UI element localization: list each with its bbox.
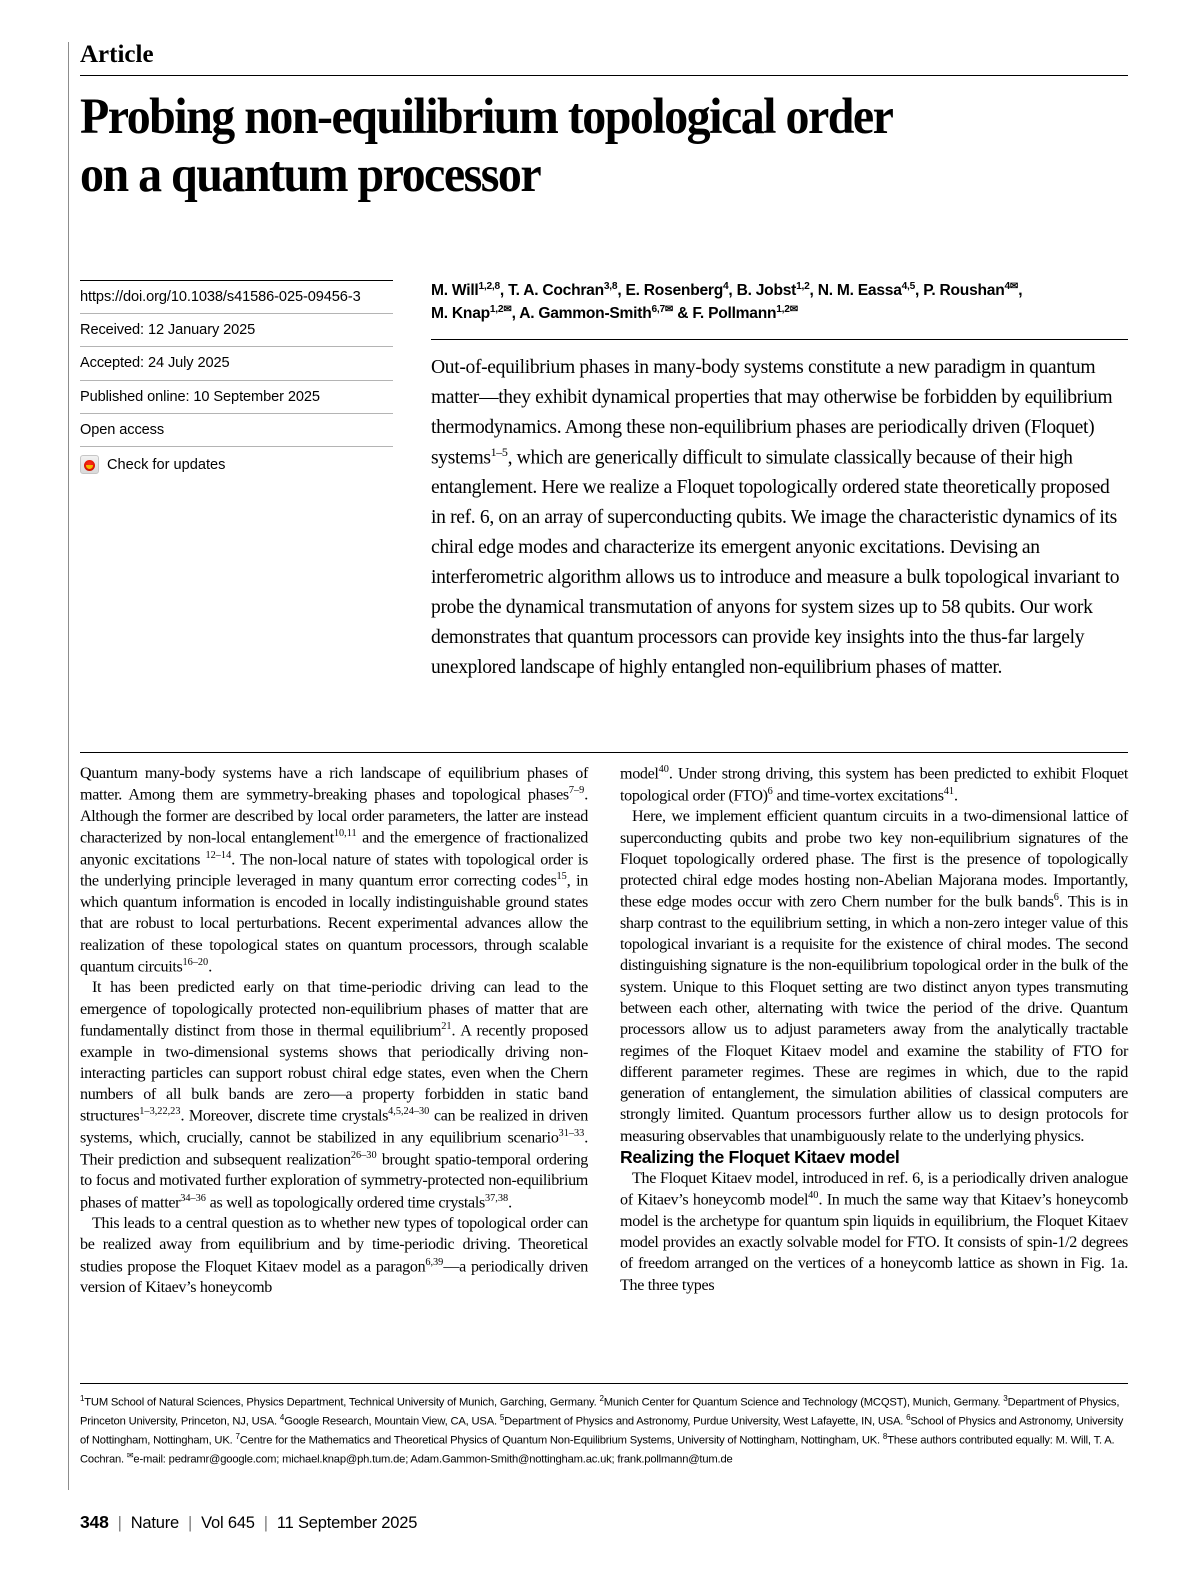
received-date: Received: 12 January 2025 xyxy=(80,313,393,346)
paragraph: Here, we implement efficient quantum circuits in a two-dimensional lattice of superconducting qubits and probe two key non-equilibrium signatures of the Floquet topologically ordered phase. The first is the presence of topologically protected chiral edge modes hosting non-Abelian Majorana modes. Importantly, these edge modes occur with zero Chern number for the bulk bands$^6$. This is in sharp contrast to the equilibrium setting, in which a non-zero integer value of this topological invariant is a requisite for the existence of chiral modes. The second distinguishing signature is the non-equilibrium topological order in the bulk of the system. Unique to this Floquet setting are two distinct anyon types transmuting between each other, alternating with twice the period of the drive. Quantum processors allow us to adjust parameters away from the analytically tractable regimes of the Floquet Kitaev model and examine the stability of FTO for different parameter regimes. These are regimes in which, due to the rapid generation of entanglement, the simulation abilities of classical computers are strongly limited. Quantum processors further allow us to design protocols for measuring observables that unambiguously relate to the underlying physics. xyxy=(620,808,1128,1145)
accepted-date: Accepted: 24 July 2025 xyxy=(80,346,393,379)
page-footer xyxy=(80,1512,417,1533)
section-heading: Realizing the Floquet Kitaev model xyxy=(620,1146,900,1167)
kicker-divider xyxy=(80,75,1128,76)
author-list xyxy=(431,280,1128,339)
page-title xyxy=(80,88,1065,204)
check-for-updates[interactable] xyxy=(80,446,393,474)
abstract-block xyxy=(413,280,1128,683)
volume-label: Vol 645 xyxy=(201,1514,255,1532)
paragraph: Quantum many-body systems have a rich landscape of equilibrium phases of matter. Among them are symmetry-breaking phases and topological phases$^{7-9}$. Although the former are described by local order parameters, the latter are instead characterized by non-local entanglement$^{10,11}$ and the emergence of fractionalized anyonic excitations $^{12-14}$. The non-local nature of states with topological order is the underlying principle leveraged in many quantum error correcting codes$^{15}$, in which quantum information is encoded in locally indistinguishable ground states that are robust to local perturbations. Recent experimental advances allow the realization of these topological states on quantum processors, through scalable quantum circuits$^{16-20}$. xyxy=(80,765,588,976)
affiliations-block xyxy=(80,1383,1128,1469)
affiliations-text: $^1$TUM School of Natural Sciences, Physics Department, Technical University of Munich, Garching, Germany. $^2$Munich Center for Quantum Science and Technology (MCQST), Munich, Germany. $^3$Department of Physics, Princeton University, Princeton, NJ, USA. $^4$Google Research, Mountain View, CA, USA. $^5$Department of Physics and Astronomy, Purdue University, West Lafayette, IN, USA. $^6$School of Physics and Astronomy, University of Nottingham, Nottingham, UK. $^7$Centre for the Mathematics and Theoretical Physics of Quantum Non-Equilibrium Systems, University of Nottingham, Nottingham, UK. $^8$These authors contributed equally: M. Will, T. A. Cochran. ✉e-mail: pedramr@google.com; michael.knap@ph.tum.de; Adam.Gammon-Smith@nottingham.ac.uk; frank.pollmann@tum.de xyxy=(80,1394,1124,1466)
check-for-updates-label: Check for updates xyxy=(107,456,226,473)
affiliations-divider xyxy=(80,1383,1128,1384)
journal-name: Nature xyxy=(130,1514,180,1532)
abstract-divider xyxy=(431,339,1128,340)
open-access-label: Open access xyxy=(80,413,393,446)
abstract-text: Out-of-equilibrium phases in many-body systems constitute a new paradigm in quantum matter—they exhibit dynamical properties that may otherwise be forbidden by equilibrium thermodynamics. Among these non-equilibrium phases are periodically driven (Floquet) systems$^{1-5}$, which are generically difficult to simulate classically because of their high entanglement. Here we realize a Floquet topologically ordered state theoretically proposed in ref. 6, on an array of superconducting qubits. We image the characteristic dynamics of its chiral edge modes and characterize its emergent anyonic excitations. Devising an interferometric algorithm allows us to introduce and measure a bulk topological invariant to probe the dynamical transmutation of anyons for system sizes up to 58 qubits. Our work demonstrates that quantum processors can provide key insights into the thus-far largely unexplored landscape of highly entangled non-equilibrium phases of matter. xyxy=(431,356,1120,678)
article-body xyxy=(80,752,1128,1299)
issue-date: 11 September 2025 xyxy=(276,1514,418,1532)
check-for-updates-icon xyxy=(80,455,99,474)
footer-separator: | xyxy=(263,1514,268,1532)
footer-separator: | xyxy=(117,1514,122,1532)
two-column-layout xyxy=(80,763,1128,1299)
paragraph: This leads to a central question as to whether new types of topological order can be realized away from equilibrium and by time-periodic driving. Theoretical studies propose the Floquet Kitaev model as a paragon$^{6,39}$—a periodically driven version of Kitaev’s honeycomb xyxy=(80,1215,588,1297)
page-number: 348 xyxy=(80,1512,109,1532)
publication-metadata xyxy=(80,280,413,683)
footer-separator: | xyxy=(188,1514,193,1532)
paragraph: The Floquet Kitaev model, introduced in ref. 6, is a periodically driven analogue of Kitaev’s honeycomb model$^{40}$. In much the same way that Kitaev’s honeycomb model is the archetype for quantum spin liquids in equilibrium, the Floquet Kitaev model provides an exactly solvable model for FTO. It consists of spin-1/2 degrees of freedom arranged on the vertices of a honeycomb lattice as shown in Fig. 1a. The three types xyxy=(620,1169,1129,1294)
page-left-rule xyxy=(68,42,69,1490)
article-kicker: Article xyxy=(80,41,154,68)
paragraph: It has been predicted early on that time-periodic driving can lead to the emergence of topologically protected non-equilibrium phases of matter that are fundamentally distinct from those in thermal equilibrium$^{21}$. A recently proposed example in two-dimensional systems shows that periodically driving non-interacting particles can support robust chiral edge states, even when the Chern numbers of all bulk bands are zero—a property forbidden in static band structures$^{1-3,22,23}$. Moreover, discrete time crystals$^{4,5,24-30}$ can be realized in driven systems, which, crucially, cannot be stabilized in any equilibrium scenario$^{31-33}$. Their prediction and subsequent realization$^{26-30}$ brought spatio-temporal ordering to focus and motivated further exploration of symmetry-protected non-equilibrium phases of matter$^{34-36}$ as well as topologically ordered time crystals$^{37,38}$. xyxy=(80,979,588,1211)
author-line-2: M. Knap$^{1,2✉}$, A. Gammon-Smith$^{6,7✉}$ & F. Pollmann$^{1,2✉}$ xyxy=(431,303,798,322)
published-date: Published online: 10 September 2025 xyxy=(80,380,393,413)
body-divider xyxy=(80,752,1128,753)
body-column-left xyxy=(80,763,588,1299)
paragraph: model$^{40}$. Under strong driving, this system has been predicted to exhibit Floquet topological order (FTO)$^6$ and time-vortex excitations$^{41}$. xyxy=(620,764,1128,804)
doi-link[interactable]: https://doi.org/10.1038/s41586-025-09456-3 xyxy=(80,280,393,313)
title-line-2: on a quantum processor xyxy=(80,147,541,204)
body-column-right xyxy=(620,763,1128,1299)
metadata-and-abstract xyxy=(80,280,1128,683)
article-header xyxy=(80,42,1128,204)
author-line-1: M. Will$^{1,2,8}$, T. A. Cochran$^{3,8}$, E. Rosenberg$^4$, B. Jobst$^{1,2}$, N. M. Eassa$^{4,5}$, P. Roushan$^{4✉}$, xyxy=(431,281,1023,300)
title-line-1: Probing non-equilibrium topological order xyxy=(80,89,893,145)
